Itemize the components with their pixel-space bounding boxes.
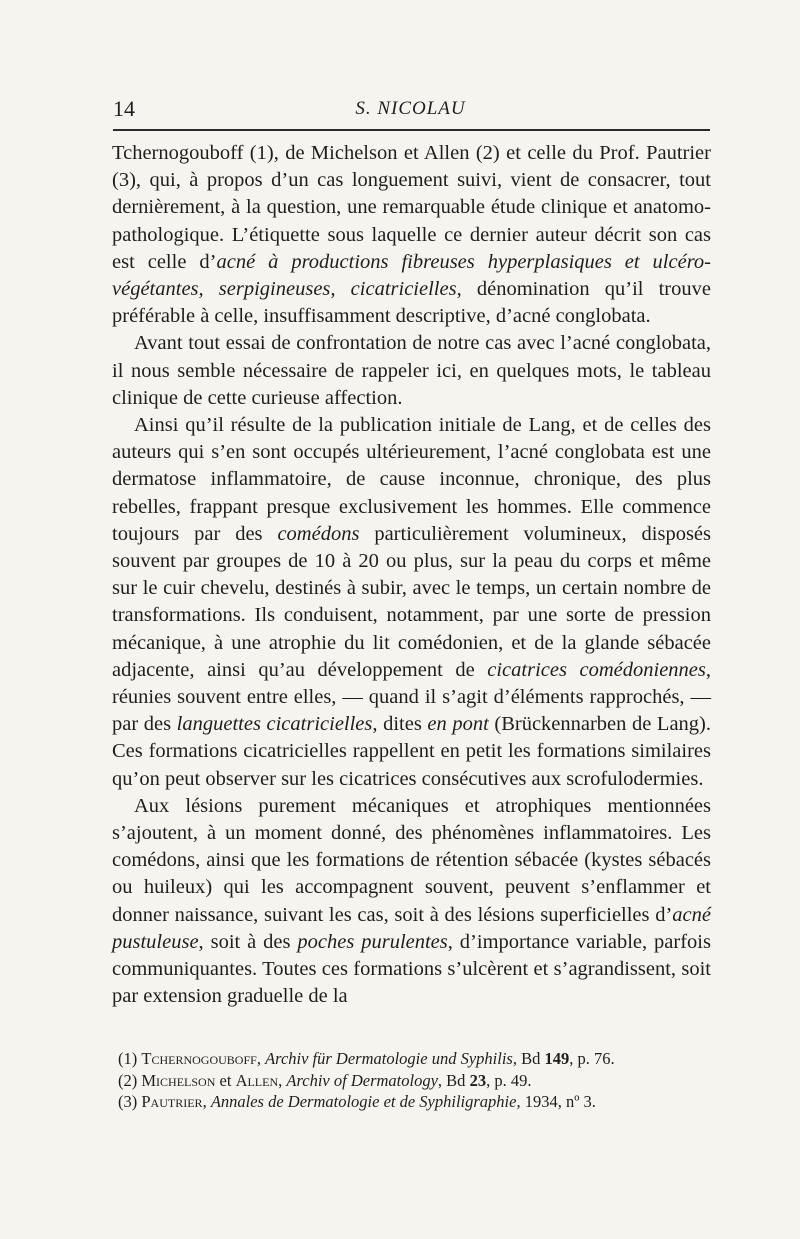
- bold-run: 23: [469, 1070, 487, 1090]
- italic-run: poches purulentes: [297, 930, 448, 953]
- author-name: Michelson: [141, 1070, 216, 1090]
- body-text: [112, 140, 711, 1011]
- paragraph: [112, 412, 711, 793]
- text-run: Avant tout essai de confrontation de notre cas avec l’acné conglobata, il nous semble nécessaire de rappeler ici, en quelques mots, le tableau clinique de cette curieuse affection.: [112, 332, 711, 409]
- author-name: Pautrier: [141, 1092, 203, 1111]
- text-run: ,: [202, 1092, 211, 1111]
- text-run: (2): [118, 1070, 142, 1090]
- text-run: , p. 76.: [569, 1049, 615, 1068]
- italic-run: acné pustuleuse: [112, 903, 711, 953]
- running-head: S. NICOLAU: [355, 98, 466, 119]
- paragraph: [112, 330, 711, 412]
- text-run: , dites: [372, 713, 428, 736]
- page-header: [113, 96, 708, 126]
- author-name: Allen: [235, 1070, 279, 1090]
- italic-run: en pont: [427, 713, 489, 736]
- bold-run: 149: [544, 1049, 570, 1068]
- text-run: (1): [118, 1049, 142, 1068]
- text-run: ,: [278, 1070, 287, 1090]
- text-run: (3): [118, 1092, 142, 1111]
- text-run: (Brückennarben de Lang). Ces formations cicatricielles rappellent en petit les formations similaires qu’on peut observer sur les cicatrices consécutives aux scrofulodermies.: [112, 713, 711, 790]
- text-run: , 1934, nº 3.: [516, 1092, 596, 1111]
- text-run: , soit à des: [198, 930, 298, 953]
- paragraph: [112, 140, 711, 330]
- text-run: , réunies souvent entre elles, — quand il s’agit d’éléments rapprochés, — par des: [112, 658, 711, 736]
- italic-run: Archiv of Dermatology: [286, 1070, 438, 1090]
- footnote: [118, 1091, 718, 1113]
- text-run: , dénomination qu’il trouve préférable à celle, insuffisamment descriptive, d’acné conglobata.: [112, 278, 711, 328]
- italic-run: Annales de Dermatologie et de Syphiligraphie: [210, 1092, 517, 1111]
- text-run: , d’importance variable, parfois communiquantes. Toutes ces formations s’ulcèrent et s’agrandissent, soit par extension graduelle de la: [112, 930, 711, 1008]
- paragraph: [112, 793, 711, 1011]
- footnotes: [118, 1048, 718, 1113]
- italic-run: comédons: [277, 522, 360, 545]
- italic-run: languettes cicatricielles: [176, 713, 373, 736]
- text-run: ,: [256, 1049, 266, 1068]
- text-run: , Bd: [437, 1070, 470, 1090]
- text-run: Aux lésions purement mécaniques et atrophiques mentionnées s’ajoutent, à un moment donné, des phénomènes inflammatoires. Les comédons, ainsi que les formations de rétention sébacée (kystes sébacés ou huileux) qui les accompagnent souvent, peuvent s’enflammer et donner naissance, suivant les cas, soit à des lésions superficielles d’: [112, 794, 711, 926]
- italic-run: Archiv für Dermatologie und Syphilis: [265, 1049, 513, 1068]
- text-run: Ainsi qu’il résulte de la publication initiale de Lang, et de celles des auteurs qui s’en sont occupés ultérieurement, l’acné conglobata est une dermatose inflammatoire, de cause inconnue, chronique, des plus rebelles, frappant presque exclusivement les hommes. Elle commence toujours par des: [112, 414, 711, 545]
- text-run: , p. 49.: [486, 1070, 532, 1090]
- header-rule: [113, 129, 710, 131]
- text-run: et: [215, 1070, 236, 1090]
- italic-run: cicatrices comédoniennes: [487, 658, 706, 681]
- page-number: 14: [113, 96, 135, 121]
- author-name: Tchernogouboff: [141, 1049, 257, 1068]
- footnote: [118, 1070, 718, 1092]
- italic-run: acné à productions fibreuses hyperplasiques et ulcéro-végétantes, serpigineuses, cicatricielles: [112, 250, 711, 301]
- text-run: particulièrement volumineux, disposés souvent par groupes de 10 à 20 ou plus, sur la peau du corps et même sur le cuir chevelu, destinés à subir, avec le temps, un certain nombre de transformations. Ils conduisent, notamment, par une sorte de pression mécanique, à une atrophie du lit comédonien, et de la glande sébacée adjacente, ainsi qu’au développement de: [112, 522, 712, 681]
- text-run: Tchernogouboff (1), de Michelson et Allen (2) et celle du Prof. Pautrier (3), qui, à propos d’un cas longuement suivi, vient de consacrer, tout dernièrement, à la question, une remarquable étude clinique et anatomo-pathologique. L’étiquette sous laquelle ce dernier auteur décrit son cas est celle d’: [112, 142, 711, 273]
- footnote: [118, 1048, 718, 1070]
- text-run: , Bd: [512, 1049, 545, 1068]
